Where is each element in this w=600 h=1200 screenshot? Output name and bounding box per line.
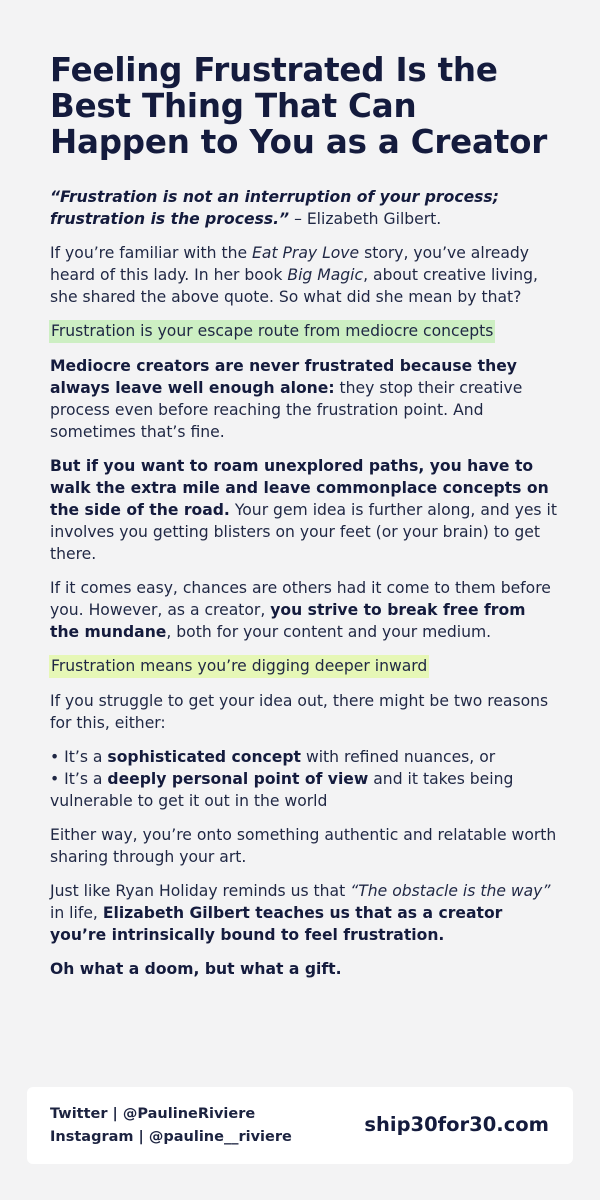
- bullet-text: and it takes being vulnerable to get it out in the world: [50, 770, 514, 810]
- book-title-big-magic: Big Magic: [287, 266, 364, 284]
- intro-text-1: If you’re familiar with the: [50, 244, 253, 262]
- closing-line: [50, 958, 558, 980]
- bullet-text: • It’s a: [50, 770, 108, 788]
- article-body: [50, 186, 558, 980]
- bullet-text: with refined nuances, or: [301, 748, 496, 766]
- bullet-item-2: [50, 770, 513, 810]
- bold-sophisticated-concept: sophisticated concept: [107, 748, 301, 766]
- paragraph-text: Just like Ryan Holiday reminds us that: [50, 882, 351, 900]
- paragraph-text: in life,: [50, 904, 103, 922]
- opening-quote: [50, 186, 558, 230]
- intro-text-3: , about creative living, she shared the above quote. So what did she mean by that?: [50, 266, 538, 306]
- article-container: [50, 52, 558, 992]
- quote-attribution: – Elizabeth Gilbert.: [289, 210, 442, 228]
- bold-break-free: you strive to break free from the mundane: [50, 601, 526, 641]
- book-title-eat-pray-love: Eat Pray Love: [252, 244, 360, 262]
- bold-mediocre-creators: Mediocre creators are never frustrated because they always leave well enough alone:: [50, 357, 517, 397]
- footer-card: [27, 1087, 573, 1164]
- bullet-item-1: [50, 748, 495, 766]
- section1-paragraph-1: [50, 355, 558, 443]
- bullet-list: [50, 746, 558, 812]
- paragraph-text: , both for your content and your medium.: [166, 623, 492, 641]
- highlighted-heading-digging-deeper: Frustration means you’re digging deeper inward: [49, 655, 429, 678]
- highlighted-heading-escape-route: Frustration is your escape route from mediocre concepts: [49, 320, 495, 343]
- bullet-text: • It’s a: [50, 748, 108, 766]
- section2-paragraph-3: [50, 880, 558, 946]
- paragraph-text: Your gem idea is further along, and yes it involves you getting blisters on your feet (or your brain) to get there.: [50, 501, 557, 563]
- bold-closing-statement: Oh what a doom, but what a gift.: [50, 960, 342, 978]
- quote-text: “Frustration is not an interruption of your process; frustration is the process.”: [50, 188, 499, 228]
- bold-gilbert-teaches: Elizabeth Gilbert teaches us that as a creator you’re intrinsically bound to feel frustration.: [50, 904, 503, 944]
- website-link: ship30for30.com: [364, 1113, 549, 1136]
- section-heading-2: [50, 655, 558, 678]
- section1-paragraph-3: [50, 577, 558, 643]
- bold-personal-point-of-view: deeply personal point of view: [107, 770, 369, 788]
- quote-obstacle-is-the-way: “The obstacle is the way”: [350, 882, 551, 900]
- twitter-handle: Twitter | @PaulineRiviere: [50, 1106, 256, 1122]
- section2-paragraph-2: Either way, you’re onto something authentic and relatable worth sharing through your art.: [50, 826, 557, 866]
- instagram-handle: Instagram | @pauline__riviere: [50, 1129, 292, 1145]
- bold-unexplored-paths: But if you want to roam unexplored paths, you have to walk the extra mile and leave commonplace concepts on the side of the road.: [50, 457, 549, 519]
- section-heading-1: [50, 320, 558, 343]
- intro-paragraph: [50, 242, 558, 308]
- section2-paragraph-1: If you struggle to get your idea out, there might be two reasons for this, either:: [50, 692, 549, 732]
- paragraph-text: If it comes easy, chances are others had it come to them before you. However, as a creator,: [50, 579, 551, 619]
- article-title: Feeling Frustrated Is the Best Thing That Can Happen to You as a Creator: [50, 51, 548, 161]
- intro-text-2: story, you’ve already heard of this lady. In her book: [50, 244, 530, 284]
- social-handles: [50, 1103, 292, 1149]
- section1-paragraph-2: [50, 455, 558, 565]
- paragraph-text: they stop their creative process even before reaching the frustration point. And sometimes that’s fine.: [50, 379, 523, 441]
